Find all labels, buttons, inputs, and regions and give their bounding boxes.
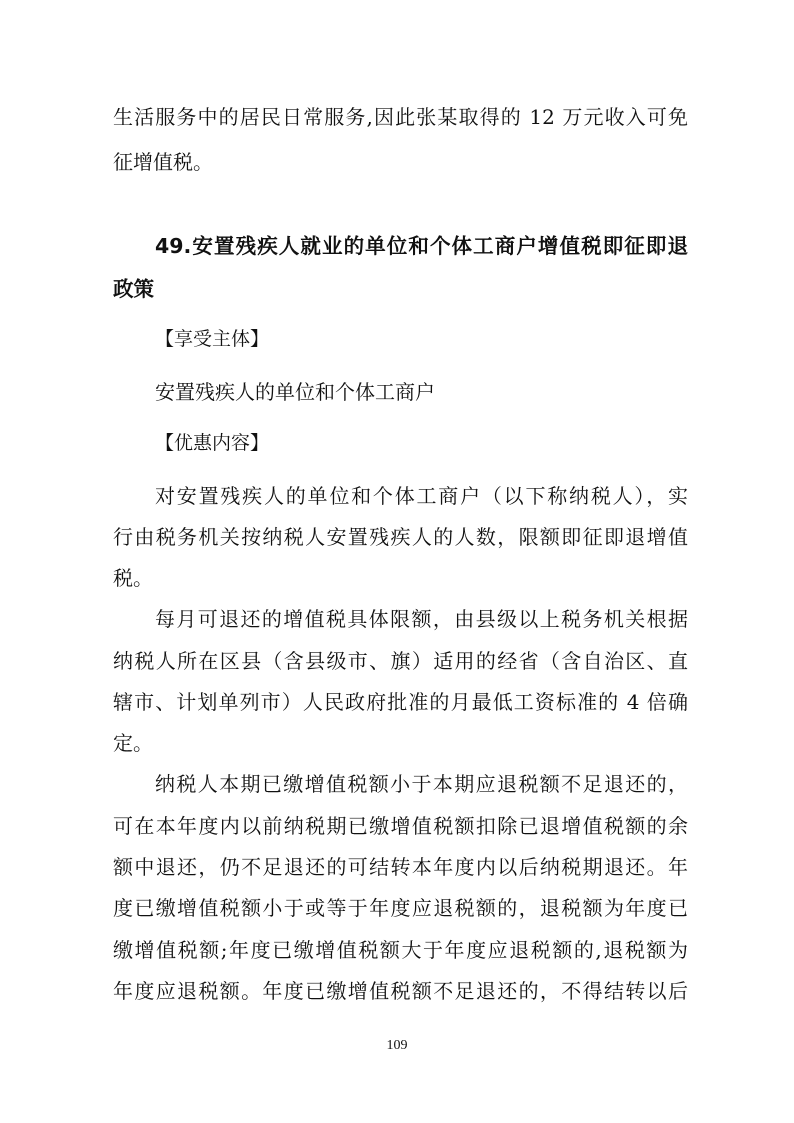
text-line: 税。 bbox=[113, 566, 153, 590]
text-line: 度已缴增值税额小于或等于年度应退税额的，退税额为年度已 bbox=[113, 896, 688, 920]
text-line: 额中退还，仍不足退还的可结转本年度内以后纳税期退还。年 bbox=[113, 855, 688, 879]
label-beneficiary: 【享受主体】 bbox=[155, 328, 270, 350]
text-line: 年度应退税额。年度已缴增值税额不足退还的，不得结转以后 bbox=[113, 979, 688, 1003]
text-line: 对安置残疾人的单位和个体工商户（以下称纳税人），实 bbox=[155, 484, 688, 508]
text-line: 生活服务中的居民日常服务,因此张某取得的 12 万元收入可免 bbox=[113, 105, 688, 129]
label-benefit-content: 【优惠内容】 bbox=[155, 432, 270, 454]
beneficiary-text: 安置残疾人的单位和个体工商户 bbox=[155, 380, 435, 404]
section-heading: 49.安置残疾人就业的单位和个体工商户增值税即征即退 bbox=[155, 234, 688, 258]
text-line: 纳税人所在区县（含县级市、旗）适用的经省（含自治区、直 bbox=[113, 649, 688, 673]
text-line: 征增值税。 bbox=[113, 150, 213, 174]
text-line: 定。 bbox=[113, 731, 153, 755]
section-heading-continued: 政策 bbox=[113, 277, 154, 301]
page-number: 109 bbox=[386, 1038, 408, 1053]
text-line: 可在本年度内以前纳税期已缴增值税额扣除已退增值税额的余 bbox=[113, 814, 688, 838]
text-line: 纳税人本期已缴增值税额小于本期应退税额不足退还的， bbox=[155, 772, 688, 796]
text-line: 辖市、计划单列市）人民政府批准的月最低工资标准的 4 倍确 bbox=[113, 690, 688, 714]
text-line: 每月可退还的增值税具体限额，由县级以上税务机关根据 bbox=[155, 607, 688, 631]
text-line: 缴增值税额;年度已缴增值税额大于年度应退税额的,退税额为 bbox=[113, 938, 688, 962]
text-line: 行由税务机关按纳税人安置残疾人的人数，限额即征即退增值 bbox=[113, 525, 688, 549]
